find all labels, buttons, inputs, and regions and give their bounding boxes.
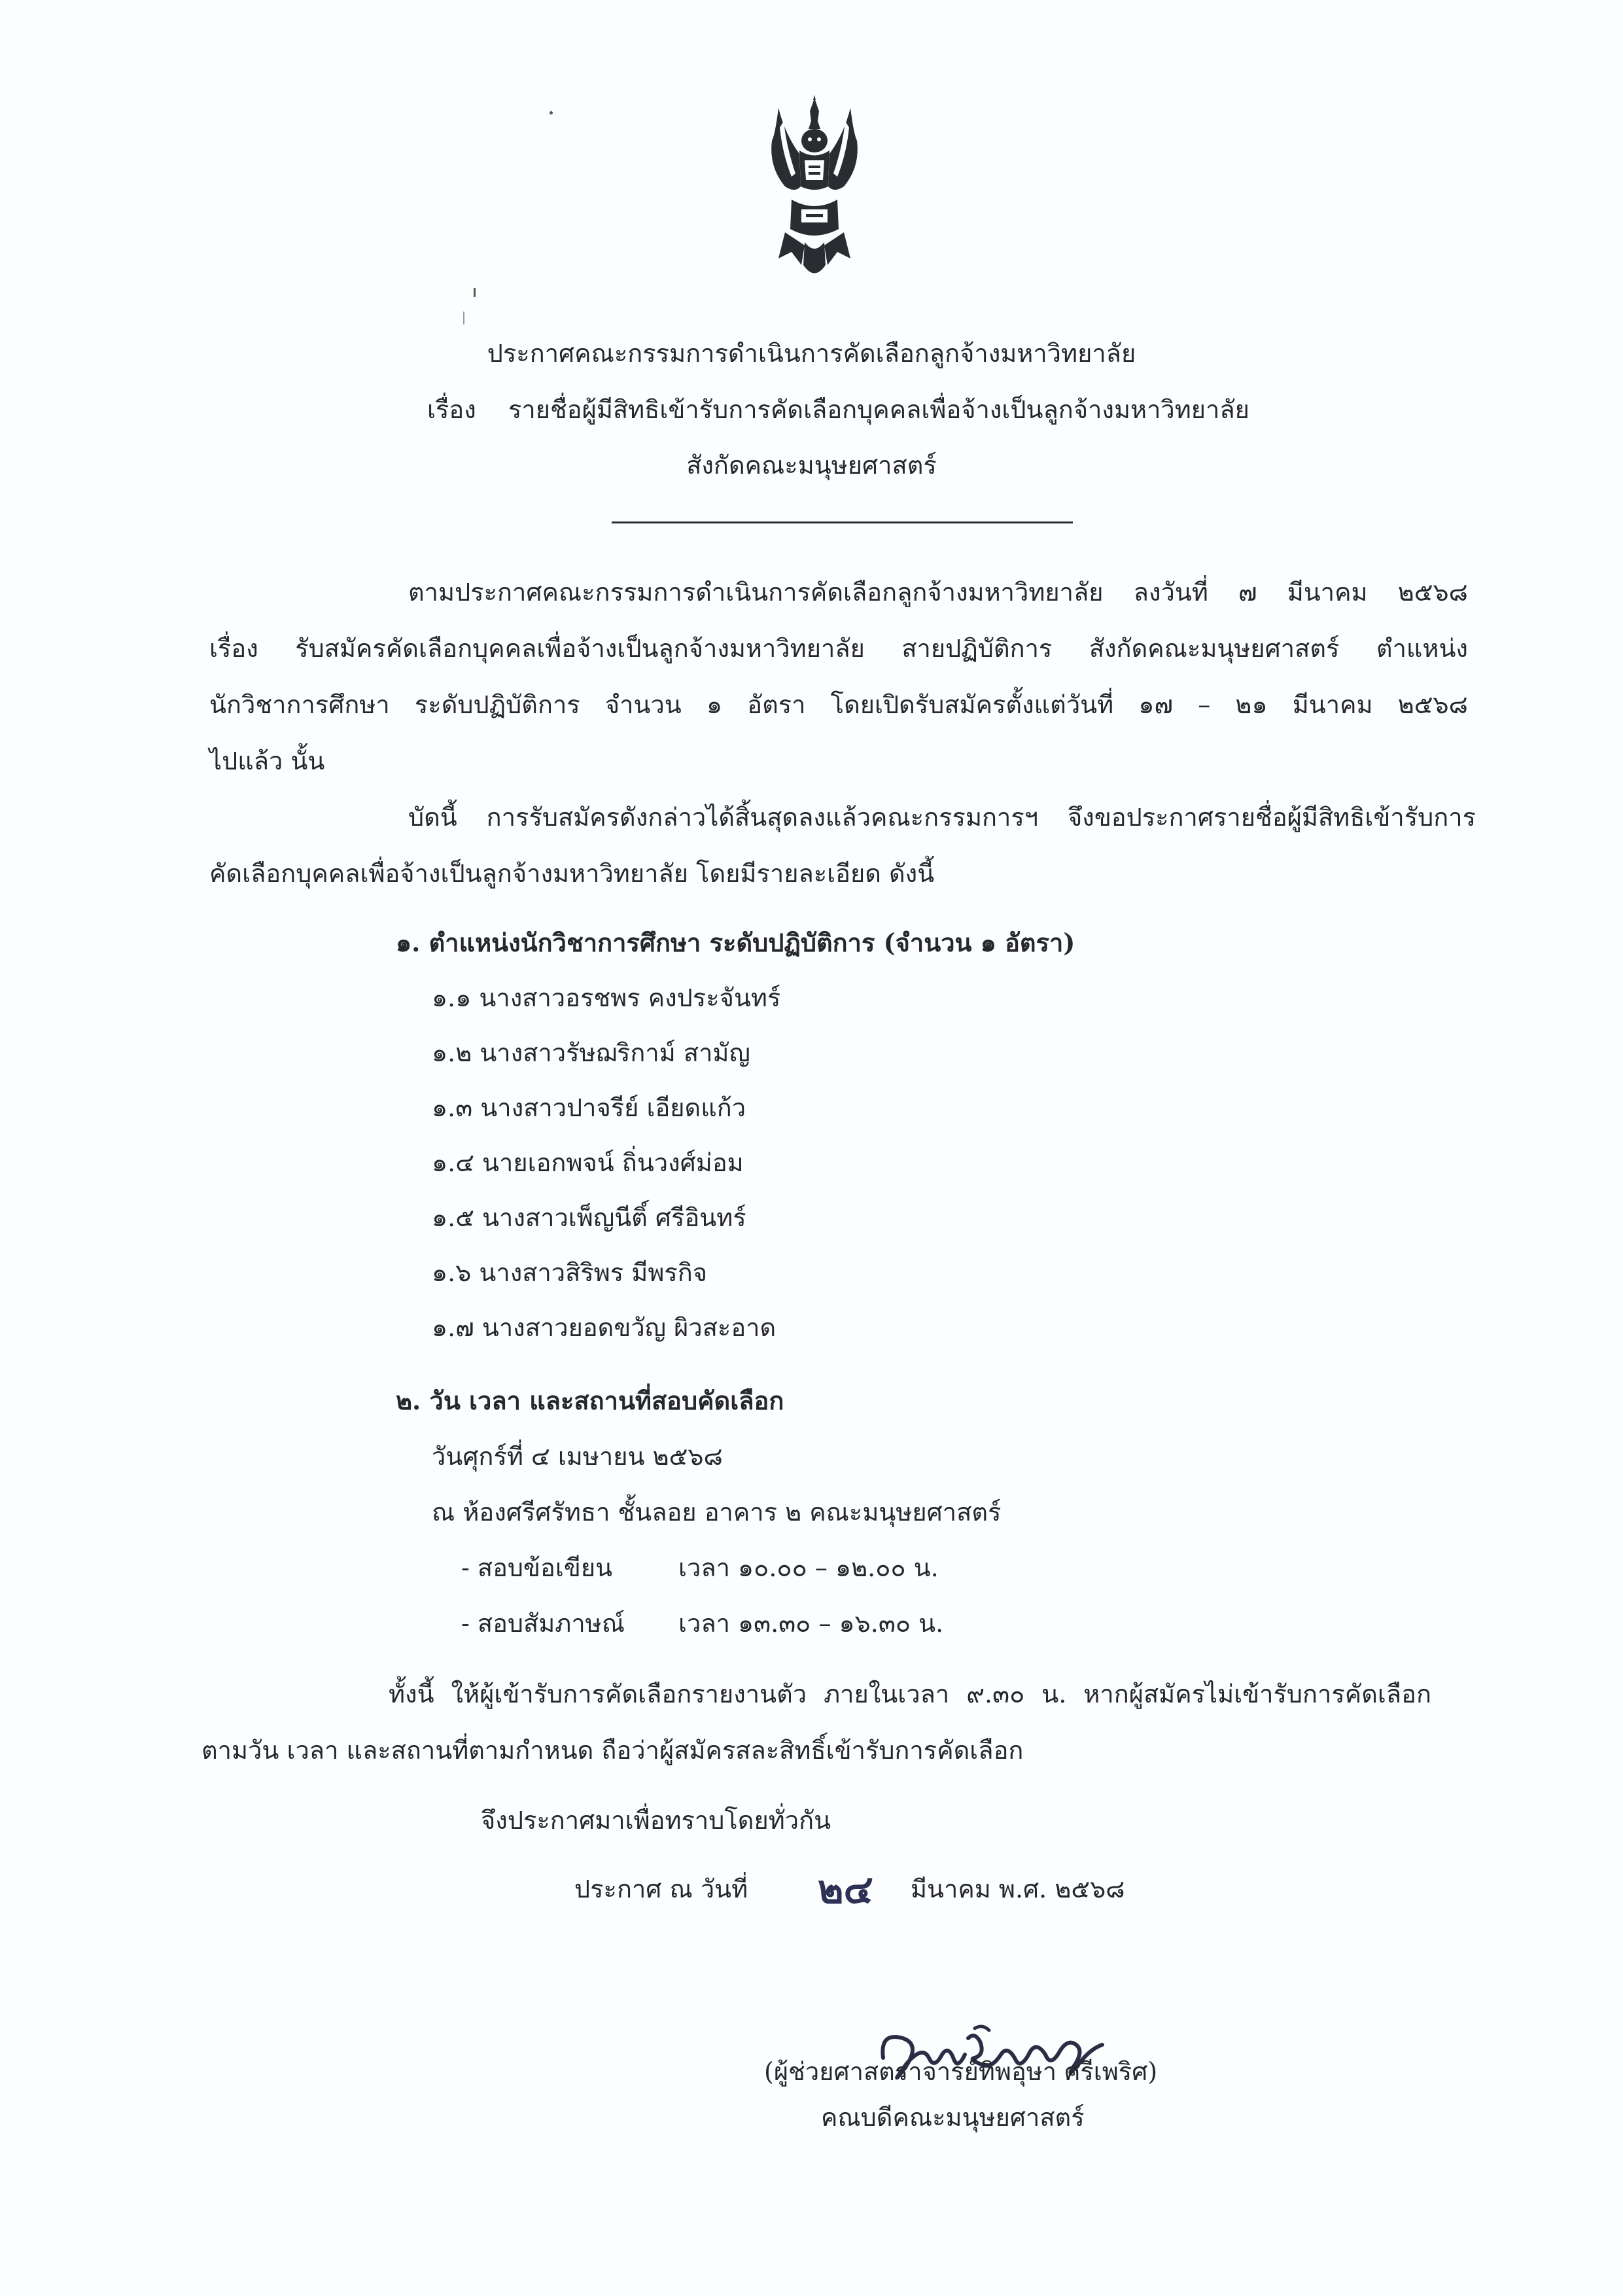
candidate-item: ๑.๔ นายเอกพจน์ ถิ่นวงศ์ม่อม [432, 1148, 744, 1177]
written-exam-time: เวลา ๑๐.๐๐ – ๑๒.๐๐ น. [678, 1553, 939, 1582]
subject-text: รายชื่อผู้มีสิทธิเข้ารับการคัดเลือกบุคคลเพื่อจ้างเป็นลูกจ้างมหาวิทยาลัย [508, 395, 1249, 424]
section1-heading: ๑. ตำแหน่งนักวิชาการศึกษา ระดับปฏิบัติการ (จำนวน ๑ อัตรา) [396, 928, 1075, 957]
candidate-item: ๑.๑ นางสาวอรชพร คงประจันทร์ [432, 983, 781, 1012]
scan-speck [474, 288, 476, 297]
handwritten-day: ๒๔ [818, 1867, 873, 1913]
para1-line1: ตามประกาศคณะกรรมการดำเนินการคัดเลือกลูกจ้างมหาวิทยาลัย ลงวันที่ ๗ มีนาคม ๒๕๖๘ [408, 578, 1468, 607]
para2-line1: บัดนี้ การรับสมัครดังกล่าวได้สิ้นสุดลงแล้วคณะกรรมการฯ จึงขอประกาศรายชื่อผู้มีสิทธิเข้ารับการ [408, 803, 1476, 832]
section2-heading: ๒. วัน เวลา และสถานที่สอบคัดเลือก [396, 1386, 784, 1415]
candidate-item: ๑.๕ นางสาวเพ็ญนีติ์ ศรีอินทร์ [432, 1203, 746, 1232]
signatory-name: (ผู้ช่วยศาสตราจารย์ทิพอุษา ศรีเพริศ) [764, 2057, 1158, 2086]
para2-line2: คัดเลือกบุคคลเพื่อจ้างเป็นลูกจ้างมหาวิทยาลัย โดยมีรายละเอียด ดังนี้ [209, 859, 935, 888]
announcement-title: ประกาศคณะกรรมการดำเนินการคัดเลือกลูกจ้างมหาวิทยาลัย [487, 339, 1136, 368]
para1-line4: ไปแล้ว นั้น [209, 747, 325, 775]
candidate-item: ๑.๒ นางสาวรัษฌริกาม์ สามัญ [432, 1038, 750, 1067]
interview-time: เวลา ๑๓.๓๐ – ๑๖.๓๐ น. [678, 1609, 944, 1638]
candidate-item: ๑.๗ นางสาวยอดขวัญ ผิวสะอาด [432, 1313, 777, 1342]
garuda-emblem-icon [765, 95, 864, 285]
faculty-line: สังกัดคณะมนุษยศาสตร์ [686, 451, 937, 480]
closing-line2: ตามวัน เวลา และสถานที่ตามกำหนด ถือว่าผู้สมัครสละสิทธิ์เข้ารับการคัดเลือก [201, 1736, 1024, 1765]
exam-date: วันศุกร์ที่ ๔ เมษายน ๒๕๖๘ [432, 1442, 723, 1471]
date-suffix: มีนาคม พ.ศ. ๒๕๖๘ [911, 1875, 1125, 1903]
scan-speck [463, 311, 464, 325]
interview-label: - สอบสัมภาษณ์ [461, 1609, 625, 1638]
signatory-title: คณบดีคณะมนุษยศาสตร์ [821, 2103, 1085, 2132]
exam-place: ณ ห้องศรีศรัทธา ชั้นลอย อาคาร ๒ คณะมนุษยศาสตร์ [432, 1498, 1002, 1527]
subject-label: เรื่อง [427, 395, 476, 424]
candidate-item: ๑.๖ นางสาวสิริพร มีพรกิจ [432, 1258, 708, 1287]
closing-line1: ทั้งนี้ ให้ผู้เข้ารับการคัดเลือกรายงานตัว ภายในเวลา ๙.๓๐ น. หากผู้สมัครไม่เข้ารับการคัดเลือก [389, 1680, 1431, 1708]
announce-line: จึงประกาศมาเพื่อทราบโดยทั่วกัน [481, 1806, 831, 1835]
scan-speck [550, 111, 553, 115]
candidate-item: ๑.๓ นางสาวปาจรีย์ เอียดแก้ว [432, 1093, 746, 1122]
para1-line2: เรื่อง รับสมัครคัดเลือกบุคคลเพื่อจ้างเป็นลูกจ้างมหาวิทยาลัย สายปฏิบัติการ สังกัดคณะมนุษยศาสตร์ ตำแหน่ง [209, 634, 1468, 663]
written-exam-label: - สอบข้อเขียน [461, 1553, 613, 1582]
para1-line3: นักวิชาการศึกษา ระดับปฏิบัติการ จำนวน ๑ อัตรา โดยเปิดรับสมัครตั้งแต่วันที่ ๑๗ – ๒๑ มีนาคม ๒๕๖๘ [209, 690, 1468, 719]
header-divider [612, 521, 1073, 523]
date-prefix: ประกาศ ณ วันที่ [574, 1875, 748, 1903]
